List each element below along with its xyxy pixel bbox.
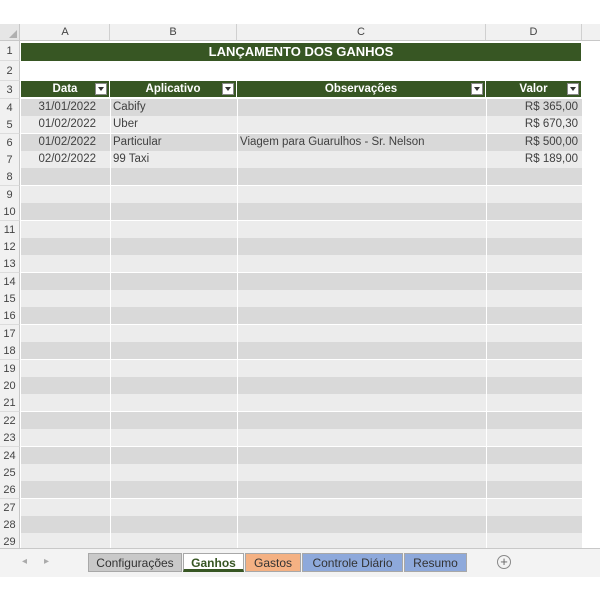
- sheet-title: LANÇAMENTO DOS GANHOS: [21, 43, 581, 61]
- table-row[interactable]: [21, 221, 582, 238]
- cell-observacoes[interactable]: [237, 151, 486, 168]
- table-row[interactable]: [21, 447, 582, 464]
- table-header-observacoes: [237, 81, 485, 97]
- row-header[interactable]: 5: [0, 116, 20, 134]
- table-row[interactable]: [21, 360, 582, 377]
- column-header-d[interactable]: D: [486, 24, 582, 40]
- cell-valor[interactable]: R$ 189,00: [524, 153, 578, 165]
- cell-observacoes[interactable]: [237, 99, 486, 116]
- row-header[interactable]: 14: [0, 273, 20, 291]
- cell-data[interactable]: 02/02/2022: [38, 153, 96, 165]
- column-header-c[interactable]: C: [237, 24, 486, 40]
- row-header[interactable]: 2: [0, 61, 20, 81]
- sheet-tab[interactable]: Resumo: [404, 553, 467, 572]
- row-header[interactable]: 13: [0, 255, 20, 273]
- row-header[interactable]: 18: [0, 342, 20, 360]
- table-header-label: Valor: [519, 83, 548, 95]
- table-header-label: Observações: [324, 83, 398, 95]
- row-header[interactable]: 22: [0, 412, 20, 430]
- sheet-tab[interactable]: Controle Diário: [302, 553, 403, 572]
- table-row[interactable]: [21, 481, 582, 498]
- sheet-tab[interactable]: Gastos: [245, 553, 301, 572]
- table-row[interactable]: [21, 377, 582, 394]
- table-row[interactable]: [21, 516, 582, 533]
- filter-dropdown-icon[interactable]: [95, 83, 107, 95]
- add-sheet-button[interactable]: +: [497, 555, 511, 569]
- select-all-corner[interactable]: [0, 24, 20, 40]
- row-header[interactable]: 3: [0, 81, 20, 99]
- table-row[interactable]: [21, 533, 582, 548]
- row-header[interactable]: 12: [0, 238, 20, 256]
- row-header[interactable]: 20: [0, 377, 20, 395]
- row-header[interactable]: 6: [0, 134, 20, 152]
- table-header-label: Aplicativo: [145, 83, 201, 95]
- cell-observacoes[interactable]: Viagem para Guarulhos - Sr. Nelson: [240, 136, 425, 148]
- row-header[interactable]: 28: [0, 516, 20, 534]
- row-header[interactable]: 27: [0, 499, 20, 517]
- table-row[interactable]: [21, 394, 582, 411]
- row-header[interactable]: 26: [0, 481, 20, 499]
- table-row[interactable]: [21, 342, 582, 359]
- table-row[interactable]: [21, 325, 582, 342]
- row-header[interactable]: 16: [0, 307, 20, 325]
- column-header-b[interactable]: B: [110, 24, 237, 40]
- table-header-label: Data: [52, 83, 78, 95]
- column-header-a[interactable]: A: [21, 24, 110, 40]
- cell-data[interactable]: 01/02/2022: [38, 136, 96, 148]
- table-row[interactable]: [21, 186, 582, 203]
- row-header[interactable]: 4: [0, 99, 20, 117]
- cell-data[interactable]: 01/02/2022: [38, 118, 96, 130]
- row-header[interactable]: 29: [0, 533, 20, 551]
- table-row[interactable]: [21, 255, 582, 272]
- cell-data[interactable]: 31/01/2022: [38, 101, 96, 113]
- filter-dropdown-icon[interactable]: [471, 83, 483, 95]
- row-header[interactable]: 15: [0, 290, 20, 308]
- row-header[interactable]: 24: [0, 447, 20, 465]
- cell-aplicativo[interactable]: 99 Taxi: [113, 153, 150, 165]
- table-header-data: [21, 81, 109, 97]
- row-header[interactable]: 23: [0, 429, 20, 447]
- sheet-tab[interactable]: Ganhos: [183, 553, 244, 572]
- row-header[interactable]: 19: [0, 360, 20, 378]
- table-row[interactable]: [21, 290, 582, 307]
- table-row[interactable]: [21, 238, 582, 255]
- table-row[interactable]: [21, 273, 582, 290]
- table-header-valor: [486, 81, 581, 97]
- row-header[interactable]: 11: [0, 221, 20, 239]
- table-row[interactable]: [21, 464, 582, 481]
- row-header[interactable]: 7: [0, 151, 20, 169]
- row-header[interactable]: 9: [0, 186, 20, 204]
- cell-valor[interactable]: R$ 670,30: [524, 118, 578, 130]
- cell-observacoes[interactable]: [237, 116, 486, 133]
- filter-dropdown-icon[interactable]: [567, 83, 579, 95]
- cell-valor[interactable]: R$ 500,00: [524, 136, 578, 148]
- table-row[interactable]: [21, 499, 582, 516]
- row-header[interactable]: 1: [0, 41, 20, 61]
- row-header[interactable]: 8: [0, 168, 20, 186]
- tab-scroll-left-icon[interactable]: ◂: [22, 556, 28, 567]
- cell-aplicativo[interactable]: Particular: [113, 136, 162, 148]
- row-header[interactable]: 17: [0, 325, 20, 343]
- cell-aplicativo[interactable]: Uber: [113, 118, 138, 130]
- table-row[interactable]: [21, 203, 582, 220]
- row-header[interactable]: 25: [0, 464, 20, 482]
- tab-scroll-right-icon[interactable]: ▸: [44, 556, 50, 567]
- select-all-icon: [9, 30, 17, 38]
- filter-dropdown-icon[interactable]: [222, 83, 234, 95]
- sheet-tab[interactable]: Configurações: [88, 553, 182, 572]
- table-row[interactable]: [21, 168, 582, 185]
- cell-valor[interactable]: R$ 365,00: [524, 101, 578, 113]
- cell-aplicativo[interactable]: Cabify: [113, 101, 146, 113]
- row-header[interactable]: 10: [0, 203, 20, 221]
- table-row[interactable]: [21, 412, 582, 429]
- row-header[interactable]: 21: [0, 394, 20, 412]
- table-header-aplicativo: [110, 81, 236, 97]
- table-row[interactable]: [21, 307, 582, 324]
- table-row[interactable]: [21, 429, 582, 446]
